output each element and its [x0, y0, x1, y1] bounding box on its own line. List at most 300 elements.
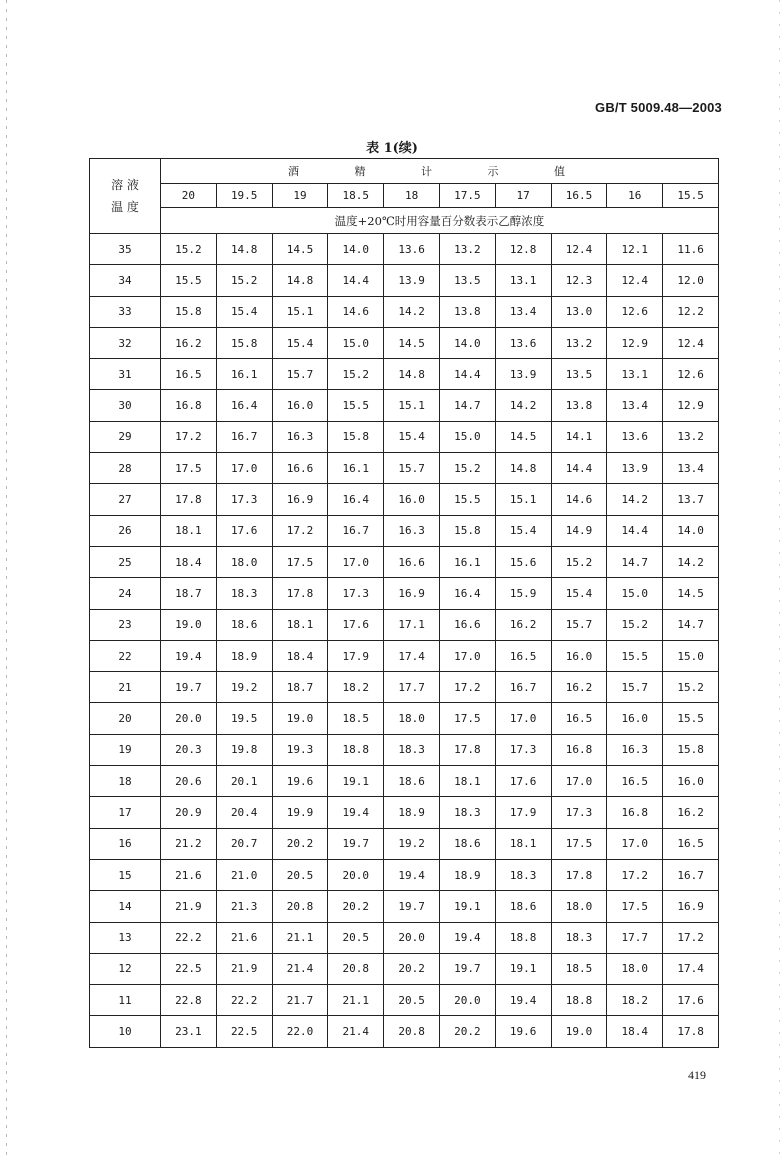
value-cell: 16.9 — [272, 484, 328, 515]
value-cell: 15.7 — [272, 359, 328, 390]
temperature-cell: 24 — [90, 578, 161, 609]
value-cell: 15.2 — [607, 609, 663, 640]
column-header: 18 — [384, 184, 440, 208]
value-cell: 16.7 — [495, 672, 551, 703]
value-cell: 18.6 — [495, 891, 551, 922]
value-cell: 14.5 — [384, 327, 440, 358]
value-cell: 21.1 — [272, 922, 328, 953]
value-cell: 17.5 — [272, 546, 328, 577]
table-row — [90, 359, 719, 390]
temperature-cell: 22 — [90, 640, 161, 671]
value-cell: 20.9 — [161, 797, 217, 828]
scan-edge-right — [779, 0, 780, 1158]
value-cell: 12.6 — [663, 359, 719, 390]
value-cell: 14.1 — [551, 421, 607, 452]
value-cell: 20.1 — [216, 766, 272, 797]
value-cell: 17.2 — [439, 672, 495, 703]
value-cell: 14.2 — [663, 546, 719, 577]
value-cell: 17.3 — [216, 484, 272, 515]
value-cell: 19.6 — [272, 766, 328, 797]
value-cell: 22.0 — [272, 1016, 328, 1047]
value-cell: 14.7 — [663, 609, 719, 640]
scan-edge-left — [6, 0, 7, 1158]
value-cell: 17.3 — [495, 734, 551, 765]
table-row — [90, 421, 719, 452]
value-cell: 12.4 — [607, 265, 663, 296]
value-cell: 21.2 — [161, 828, 217, 859]
value-cell: 16.0 — [663, 766, 719, 797]
value-cell: 18.9 — [384, 797, 440, 828]
temperature-cell: 34 — [90, 265, 161, 296]
value-cell: 15.4 — [216, 296, 272, 327]
value-cell: 17.6 — [495, 766, 551, 797]
table-row — [90, 766, 719, 797]
value-cell: 17.3 — [551, 797, 607, 828]
value-cell: 17.4 — [384, 640, 440, 671]
value-cell: 17.0 — [607, 828, 663, 859]
value-cell: 12.4 — [663, 327, 719, 358]
value-cell: 18.1 — [495, 828, 551, 859]
value-cell: 15.7 — [551, 609, 607, 640]
value-cell: 14.2 — [384, 296, 440, 327]
column-header: 19 — [272, 184, 328, 208]
value-cell: 18.8 — [495, 922, 551, 953]
value-cell: 12.8 — [495, 234, 551, 265]
value-cell: 18.2 — [607, 985, 663, 1016]
value-cell: 14.2 — [495, 390, 551, 421]
table-row — [90, 859, 719, 890]
column-header: 16 — [607, 184, 663, 208]
value-cell: 17.0 — [216, 453, 272, 484]
value-cell: 23.1 — [161, 1016, 217, 1047]
value-cell: 15.7 — [384, 453, 440, 484]
value-cell: 15.0 — [439, 421, 495, 452]
value-cell: 14.4 — [607, 515, 663, 546]
value-cell: 17.9 — [328, 640, 384, 671]
value-cell: 21.4 — [328, 1016, 384, 1047]
value-cell: 20.0 — [161, 703, 217, 734]
value-cell: 20.6 — [161, 766, 217, 797]
value-cell: 14.8 — [495, 453, 551, 484]
value-cell: 11.6 — [663, 234, 719, 265]
value-cell: 14.8 — [216, 234, 272, 265]
value-cell: 22.2 — [216, 985, 272, 1016]
value-cell: 20.7 — [216, 828, 272, 859]
value-cell: 15.0 — [663, 640, 719, 671]
temperature-cell: 12 — [90, 953, 161, 984]
value-cell: 14.4 — [551, 453, 607, 484]
value-cell: 17.8 — [663, 1016, 719, 1047]
value-cell: 20.5 — [384, 985, 440, 1016]
value-cell: 17.0 — [551, 766, 607, 797]
value-cell: 13.4 — [663, 453, 719, 484]
value-cell: 17.6 — [328, 609, 384, 640]
value-cell: 15.4 — [551, 578, 607, 609]
value-cell: 15.2 — [161, 234, 217, 265]
value-cell: 18.1 — [161, 515, 217, 546]
value-cell: 16.8 — [161, 390, 217, 421]
value-cell: 15.6 — [495, 546, 551, 577]
table-row — [90, 578, 719, 609]
value-cell: 14.4 — [328, 265, 384, 296]
value-cell: 13.9 — [607, 453, 663, 484]
value-cell: 17.2 — [663, 922, 719, 953]
value-cell: 16.5 — [495, 640, 551, 671]
value-cell: 19.0 — [551, 1016, 607, 1047]
value-cell: 14.5 — [663, 578, 719, 609]
standard-code: GB/T 5009.48—2003 — [595, 100, 722, 115]
value-cell: 19.7 — [161, 672, 217, 703]
value-cell: 17.5 — [607, 891, 663, 922]
temperature-cell: 27 — [90, 484, 161, 515]
value-cell: 15.2 — [439, 453, 495, 484]
value-cell: 15.4 — [384, 421, 440, 452]
value-cell: 16.7 — [328, 515, 384, 546]
value-cell: 17.6 — [663, 985, 719, 1016]
value-cell: 16.7 — [216, 421, 272, 452]
value-cell: 18.3 — [384, 734, 440, 765]
value-cell: 21.1 — [328, 985, 384, 1016]
value-cell: 16.1 — [439, 546, 495, 577]
value-cell: 18.3 — [551, 922, 607, 953]
group-header: 酒 精 计 示 值 — [161, 159, 719, 184]
value-cell: 13.6 — [495, 327, 551, 358]
temperature-cell: 35 — [90, 234, 161, 265]
value-cell: 13.5 — [439, 265, 495, 296]
value-cell: 21.0 — [216, 859, 272, 890]
value-cell: 16.1 — [216, 359, 272, 390]
value-cell: 21.9 — [161, 891, 217, 922]
value-cell: 17.8 — [272, 578, 328, 609]
table-row — [90, 234, 719, 265]
value-cell: 16.8 — [607, 797, 663, 828]
value-cell: 12.2 — [663, 296, 719, 327]
value-cell: 16.9 — [384, 578, 440, 609]
value-cell: 17.8 — [551, 859, 607, 890]
value-cell: 13.5 — [551, 359, 607, 390]
temperature-cell: 16 — [90, 828, 161, 859]
value-cell: 18.0 — [216, 546, 272, 577]
table-row — [90, 265, 719, 296]
value-cell: 14.8 — [272, 265, 328, 296]
value-cell: 20.0 — [439, 985, 495, 1016]
value-cell: 13.0 — [551, 296, 607, 327]
value-cell: 15.1 — [495, 484, 551, 515]
value-cell: 20.5 — [328, 922, 384, 953]
value-cell: 17.7 — [607, 922, 663, 953]
value-cell: 18.1 — [439, 766, 495, 797]
value-cell: 17.8 — [161, 484, 217, 515]
value-cell: 21.7 — [272, 985, 328, 1016]
value-cell: 19.9 — [272, 797, 328, 828]
value-cell: 15.2 — [663, 672, 719, 703]
value-cell: 17.2 — [272, 515, 328, 546]
value-cell: 20.5 — [272, 859, 328, 890]
value-cell: 13.6 — [607, 421, 663, 452]
value-cell: 13.9 — [384, 265, 440, 296]
value-cell: 15.5 — [328, 390, 384, 421]
value-cell: 15.5 — [663, 703, 719, 734]
value-cell: 15.4 — [272, 327, 328, 358]
value-cell: 18.6 — [216, 609, 272, 640]
value-cell: 19.4 — [384, 859, 440, 890]
value-cell: 16.2 — [663, 797, 719, 828]
value-cell: 19.5 — [216, 703, 272, 734]
temperature-cell: 28 — [90, 453, 161, 484]
temperature-cell: 26 — [90, 515, 161, 546]
value-cell: 16.3 — [272, 421, 328, 452]
value-cell: 15.5 — [161, 265, 217, 296]
temperature-cell: 13 — [90, 922, 161, 953]
value-cell: 18.9 — [216, 640, 272, 671]
value-cell: 18.6 — [384, 766, 440, 797]
value-cell: 16.2 — [495, 609, 551, 640]
value-cell: 16.5 — [161, 359, 217, 390]
temperature-cell: 33 — [90, 296, 161, 327]
value-cell: 18.8 — [551, 985, 607, 1016]
table-row — [90, 609, 719, 640]
temperature-cell: 14 — [90, 891, 161, 922]
value-cell: 20.2 — [384, 953, 440, 984]
value-cell: 18.3 — [216, 578, 272, 609]
value-cell: 16.3 — [607, 734, 663, 765]
value-cell: 14.0 — [663, 515, 719, 546]
value-cell: 16.7 — [663, 859, 719, 890]
value-cell: 14.0 — [328, 234, 384, 265]
value-cell: 15.8 — [216, 327, 272, 358]
value-cell: 18.4 — [272, 640, 328, 671]
table-row — [90, 453, 719, 484]
value-cell: 19.4 — [161, 640, 217, 671]
table-row — [90, 703, 719, 734]
value-cell: 21.6 — [161, 859, 217, 890]
table-row — [90, 797, 719, 828]
table-header — [90, 159, 719, 234]
value-cell: 14.9 — [551, 515, 607, 546]
value-cell: 20.0 — [384, 922, 440, 953]
value-cell: 18.5 — [328, 703, 384, 734]
value-cell: 21.3 — [216, 891, 272, 922]
value-cell: 16.6 — [272, 453, 328, 484]
value-cell: 12.9 — [607, 327, 663, 358]
value-cell: 18.4 — [161, 546, 217, 577]
table-row — [90, 484, 719, 515]
value-cell: 16.6 — [439, 609, 495, 640]
alcohol-correction-table — [89, 158, 719, 1048]
table-row — [90, 390, 719, 421]
value-cell: 18.3 — [495, 859, 551, 890]
value-cell: 17.6 — [216, 515, 272, 546]
value-cell: 16.2 — [551, 672, 607, 703]
value-cell: 13.8 — [551, 390, 607, 421]
row-header-line2: 温 度 — [111, 200, 139, 214]
value-cell: 19.7 — [384, 891, 440, 922]
value-cell: 19.4 — [439, 922, 495, 953]
value-cell: 20.8 — [272, 891, 328, 922]
row-header-line1: 溶 液 — [111, 178, 139, 192]
temperature-cell: 15 — [90, 859, 161, 890]
column-header: 18.5 — [328, 184, 384, 208]
value-cell: 17.9 — [495, 797, 551, 828]
value-cell: 14.6 — [328, 296, 384, 327]
value-cell: 13.2 — [663, 421, 719, 452]
value-cell: 13.9 — [495, 359, 551, 390]
value-cell: 17.3 — [328, 578, 384, 609]
value-cell: 15.4 — [495, 515, 551, 546]
table-row — [90, 296, 719, 327]
value-cell: 19.1 — [439, 891, 495, 922]
temperature-cell: 32 — [90, 327, 161, 358]
value-cell: 18.3 — [439, 797, 495, 828]
value-cell: 15.2 — [328, 359, 384, 390]
table-row — [90, 985, 719, 1016]
value-cell: 16.3 — [384, 515, 440, 546]
value-cell: 15.1 — [272, 296, 328, 327]
value-cell: 18.2 — [328, 672, 384, 703]
value-cell: 17.2 — [607, 859, 663, 890]
value-cell: 16.8 — [551, 734, 607, 765]
value-cell: 15.2 — [551, 546, 607, 577]
table-row — [90, 922, 719, 953]
value-cell: 16.4 — [328, 484, 384, 515]
value-cell: 19.1 — [495, 953, 551, 984]
temperature-cell: 31 — [90, 359, 161, 390]
value-cell: 22.8 — [161, 985, 217, 1016]
value-cell: 15.7 — [607, 672, 663, 703]
table-subtitle: 温度+20℃时用容量百分数表示乙醇浓度 — [161, 208, 719, 234]
value-cell: 16.6 — [384, 546, 440, 577]
value-cell: 12.0 — [663, 265, 719, 296]
value-cell: 14.5 — [495, 421, 551, 452]
value-cell: 22.5 — [216, 1016, 272, 1047]
row-header-cell — [90, 159, 161, 234]
value-cell: 19.8 — [216, 734, 272, 765]
value-cell: 16.5 — [551, 703, 607, 734]
value-cell: 19.7 — [439, 953, 495, 984]
value-cell: 16.0 — [551, 640, 607, 671]
value-cell: 18.8 — [328, 734, 384, 765]
value-cell: 15.8 — [161, 296, 217, 327]
value-cell: 17.8 — [439, 734, 495, 765]
value-cell: 19.6 — [495, 1016, 551, 1047]
value-cell: 13.7 — [663, 484, 719, 515]
value-cell: 12.1 — [607, 234, 663, 265]
value-cell: 17.1 — [384, 609, 440, 640]
value-cell: 20.2 — [439, 1016, 495, 1047]
value-cell: 19.0 — [161, 609, 217, 640]
table-row — [90, 734, 719, 765]
value-cell: 16.2 — [161, 327, 217, 358]
value-cell: 13.4 — [495, 296, 551, 327]
value-cell: 15.8 — [663, 734, 719, 765]
temperature-cell: 30 — [90, 390, 161, 421]
value-cell: 17.5 — [161, 453, 217, 484]
column-header: 20 — [161, 184, 217, 208]
value-cell: 18.1 — [272, 609, 328, 640]
value-cell: 22.2 — [161, 922, 217, 953]
value-cell: 16.0 — [272, 390, 328, 421]
column-header: 16.5 — [551, 184, 607, 208]
temperature-cell: 21 — [90, 672, 161, 703]
temperature-cell: 10 — [90, 1016, 161, 1047]
value-cell: 19.7 — [328, 828, 384, 859]
value-cell: 12.3 — [551, 265, 607, 296]
value-cell: 20.4 — [216, 797, 272, 828]
table-body — [90, 234, 719, 1048]
table-row — [90, 891, 719, 922]
value-cell: 18.9 — [439, 859, 495, 890]
value-cell: 19.4 — [495, 985, 551, 1016]
value-cell: 14.0 — [439, 327, 495, 358]
value-cell: 13.6 — [384, 234, 440, 265]
value-cell: 15.2 — [216, 265, 272, 296]
value-cell: 18.7 — [272, 672, 328, 703]
value-cell: 22.5 — [161, 953, 217, 984]
value-cell: 19.4 — [328, 797, 384, 828]
value-cell: 16.0 — [384, 484, 440, 515]
value-cell: 17.2 — [161, 421, 217, 452]
value-cell: 12.4 — [551, 234, 607, 265]
value-cell: 17.0 — [328, 546, 384, 577]
value-cell: 20.8 — [384, 1016, 440, 1047]
value-cell: 19.3 — [272, 734, 328, 765]
temperature-cell: 17 — [90, 797, 161, 828]
value-cell: 16.0 — [607, 703, 663, 734]
value-cell: 13.2 — [439, 234, 495, 265]
value-cell: 21.9 — [216, 953, 272, 984]
value-cell: 15.0 — [328, 327, 384, 358]
value-cell: 18.4 — [607, 1016, 663, 1047]
value-cell: 20.2 — [328, 891, 384, 922]
value-cell: 15.9 — [495, 578, 551, 609]
value-cell: 13.4 — [607, 390, 663, 421]
value-cell: 20.0 — [328, 859, 384, 890]
value-cell: 17.4 — [663, 953, 719, 984]
column-header: 15.5 — [663, 184, 719, 208]
column-header-row — [90, 184, 719, 208]
value-cell: 15.8 — [328, 421, 384, 452]
table-row — [90, 515, 719, 546]
value-cell: 19.1 — [328, 766, 384, 797]
table-row — [90, 672, 719, 703]
value-cell: 18.0 — [551, 891, 607, 922]
value-cell: 18.0 — [607, 953, 663, 984]
value-cell: 17.0 — [439, 640, 495, 671]
value-cell: 18.5 — [551, 953, 607, 984]
temperature-cell: 11 — [90, 985, 161, 1016]
value-cell: 17.5 — [439, 703, 495, 734]
value-cell: 17.7 — [384, 672, 440, 703]
column-header: 17 — [495, 184, 551, 208]
value-cell: 21.6 — [216, 922, 272, 953]
value-cell: 15.5 — [439, 484, 495, 515]
temperature-cell: 19 — [90, 734, 161, 765]
column-header: 17.5 — [439, 184, 495, 208]
value-cell: 20.2 — [272, 828, 328, 859]
temperature-cell: 20 — [90, 703, 161, 734]
value-cell: 17.0 — [495, 703, 551, 734]
temperature-cell: 25 — [90, 546, 161, 577]
value-cell: 16.4 — [216, 390, 272, 421]
value-cell: 21.4 — [272, 953, 328, 984]
value-cell: 14.6 — [551, 484, 607, 515]
value-cell: 13.8 — [439, 296, 495, 327]
value-cell: 14.4 — [439, 359, 495, 390]
table-row — [90, 1016, 719, 1047]
value-cell: 15.0 — [607, 578, 663, 609]
table-row — [90, 953, 719, 984]
value-cell: 13.1 — [607, 359, 663, 390]
